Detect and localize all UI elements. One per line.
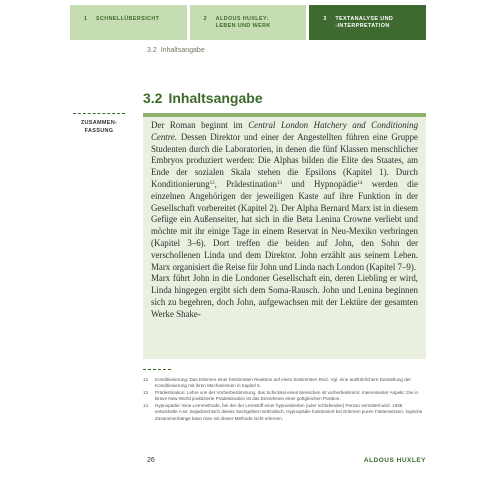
heading-number: 3.2 [143, 90, 163, 106]
summary-box [143, 117, 426, 359]
tab-leben-und-werk[interactable] [190, 5, 307, 40]
footnote-text: Prädestination: Lehre von der Vorherbestimmung, das Schicksal eines Menschen ist vorherbestimmt. Interessanter Aspekt: Die in Brave New World praktizierte Prädestination ist das Einnehmen einer gottgleichen Position. [155, 390, 418, 402]
text-run: werden die einzelnen Angehörigen der jeweiligen Kaste auf ihre Funktion in der Gesellschaft vorbereitet (Kapitel 2). Der Alpha Bernard Marx ist in diesem Gefüge ein Außenseiter, hat sich in die Beta Lenina Crowne verliebt und möchte mit ihr einige Tage in einem Reservat in Neu-Mexiko verbringen (Kapitel 3–6). Dort treffen die beiden auf John, den Sohn der verschollenen Linda und dem Direktor. John erzählt aus seinem Leben. Marx organisiert die Reise für John und Linda nach London (Kapitel 7–9). [151, 178, 418, 272]
section-heading [143, 90, 263, 106]
breadcrumb-number: 3.2 [147, 47, 157, 54]
footnote-divider [143, 369, 171, 370]
tab-textanalyse[interactable] [309, 5, 426, 40]
footnote-ref-12[interactable]: 12 [209, 180, 215, 186]
tab-number: 1 [84, 16, 88, 22]
summary-paragraph-2: Marx führt John in die Londoner Gesellschaft ein, deren Liebling er wird, Linda hingegen ergibt sich dem Soma-Rausch. John und Lenina beginnen sich zu begehren, doch John, aufgewachsen mit der Lektüre der gesamten Werke Shake- [151, 273, 418, 319]
tab-label: TEXTANALYSE UND [335, 16, 394, 22]
tab-number: 2 [203, 16, 208, 22]
footnote-ref-13[interactable]: 13 [277, 180, 282, 186]
text-run: Der Roman beginnt im [151, 120, 249, 130]
breadcrumb [147, 47, 205, 54]
running-head: ALDOUS HUXLEY [363, 457, 426, 464]
footnote-item [143, 403, 426, 421]
margin-label-line1: ZUSAMMEN- [80, 120, 118, 126]
footnote-ref-14[interactable]: 14 [357, 180, 363, 186]
footnote-item [143, 390, 426, 402]
page-number: 26 [147, 457, 155, 464]
footnote-number: 14 [143, 403, 149, 409]
footnote-number: 13 [143, 390, 149, 396]
tab-label-line2: -INTERPRETATION [335, 23, 390, 29]
tab-label: SCHNELLÜBERSICHT [96, 16, 160, 22]
margin-label [73, 119, 125, 135]
margin-label-line2: FASSUNG [84, 128, 114, 134]
footnote-item [143, 377, 426, 389]
footnotes [143, 377, 426, 423]
text-run: und Hypnopädie [282, 178, 358, 189]
footnote-text: Hypnopädie: Eine Lernmethode, bei der der Lernstoff einer hypnotisierten (oder schlafenden) Person vermittelt wird. 1936 entwickelte A.M. Swjadoschtsch dieses Sachgebiet methodisch. Hypnopädie funktioniert bei Erlernen puren Faktenwissen, logische Zusammenhänge kann man mit dieser Methode nicht erlernen. [155, 403, 423, 421]
footnote-number: 12 [143, 377, 149, 382]
side-divider [73, 113, 125, 114]
footnote-text: Konditionierung: Das Erlernen einer bestimmten Reaktion auf einen bestimmten Reiz. Vgl. eine ausführlichere Darstellung der Konditionierung mit ihren Mechanismen in Kapitel 5. [155, 377, 411, 389]
tab-label: ALDOUS HUXLEY: [215, 16, 269, 22]
summary-paragraph-1 [151, 120, 418, 273]
chapter-tabs [70, 5, 426, 40]
tab-schnelluebersicht[interactable] [70, 5, 187, 40]
breadcrumb-label: Inhaltsangabe [160, 47, 205, 54]
italic-title: Central London Hatchery and Conditioning Centre. [151, 120, 419, 142]
tab-number: 3 [323, 16, 327, 22]
heading-title: Inhaltsangabe [168, 90, 263, 106]
text-run: , Prädestination [214, 178, 277, 189]
text-run: Dessen Direktor und einer der Angestellten führen eine Gruppe Studenten durch die Laboratorien, in denen die fünf Klassen menschlicher Embryos produziert werden: Die Alphas bilden die Elite des Staates, am Ende der sozialen Skala stehen die Epsilons (Kapitel 1). Durch Konditionierung [151, 131, 418, 189]
tab-label-line2: LEBEN UND WERK [215, 23, 271, 29]
